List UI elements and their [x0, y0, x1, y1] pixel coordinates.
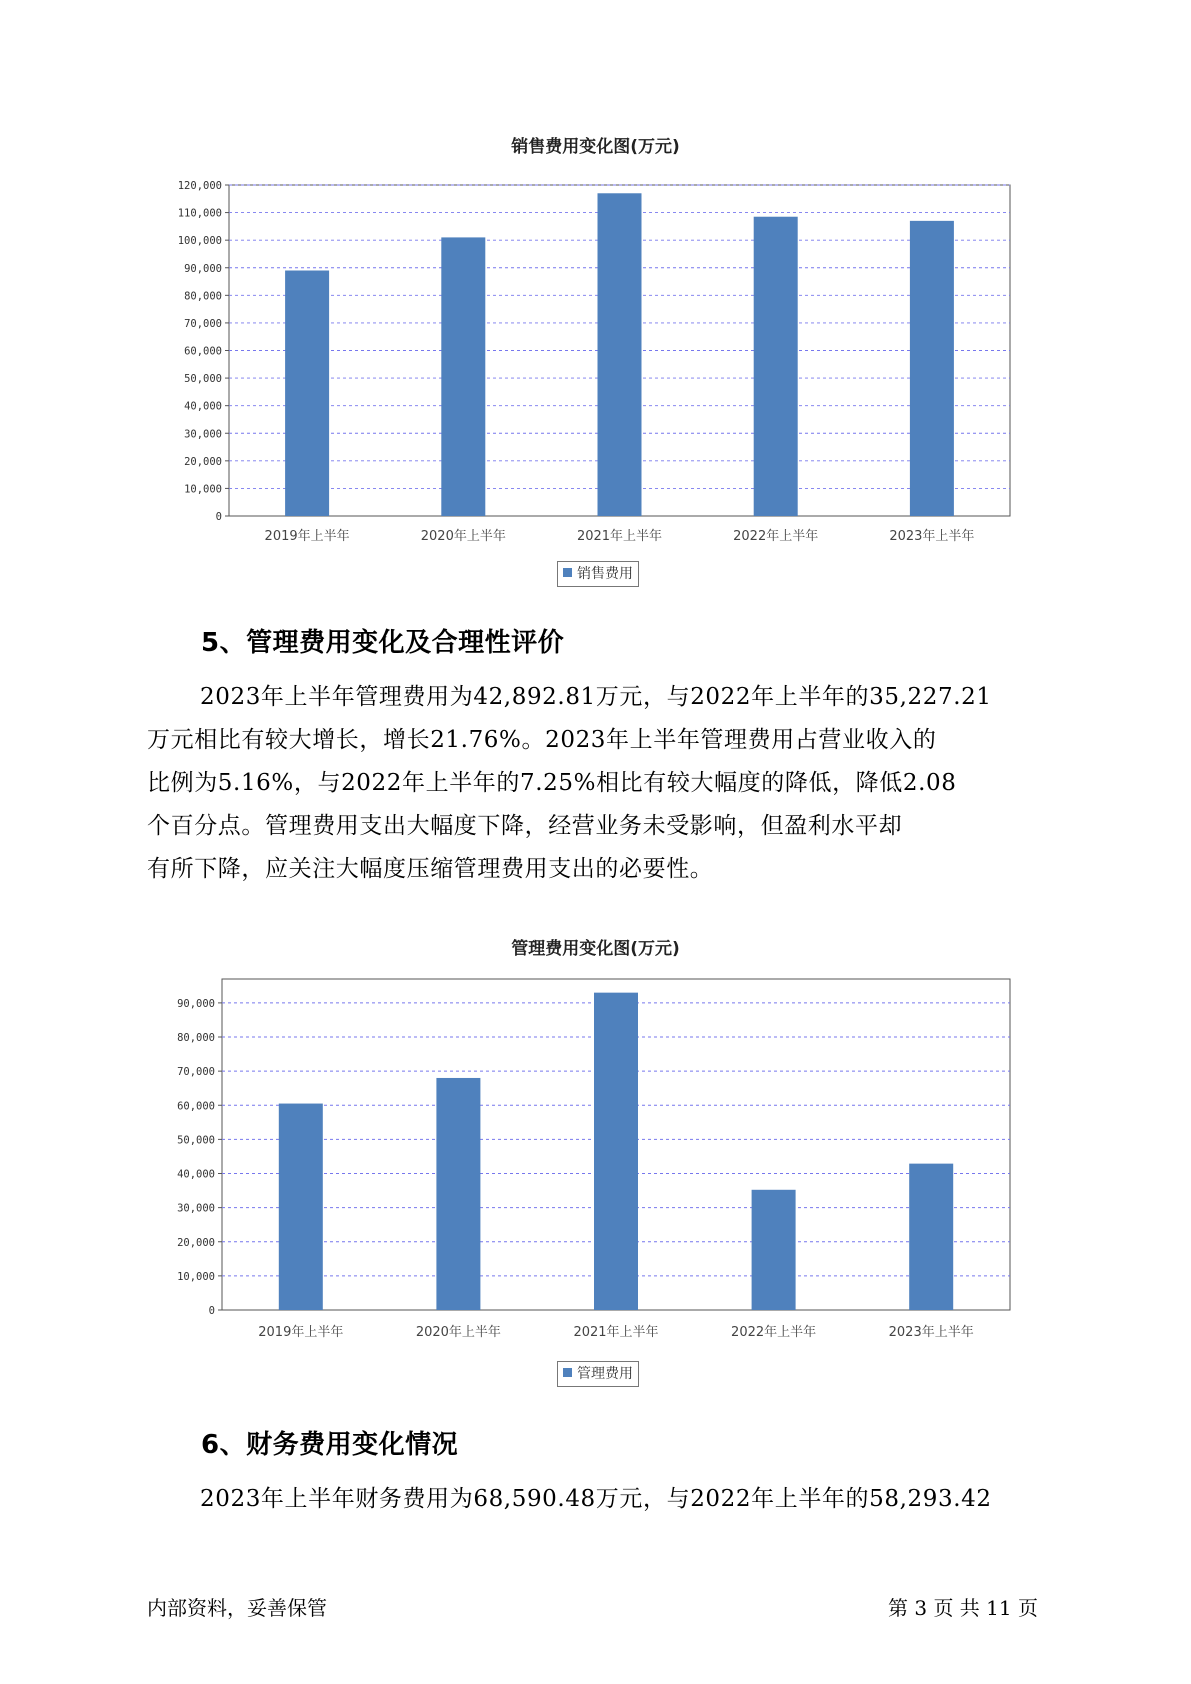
- paragraph-line: 2023年上半年财务费用为68,590.48万元，与2022年上半年的58,293.42: [200, 1486, 992, 1512]
- x-tick-label: 2021年上半年: [573, 1325, 659, 1340]
- x-tick-label: 2022年上半年: [731, 1325, 817, 1340]
- y-tick-label: 50,000: [184, 373, 222, 386]
- paragraph-line: 比例为5.16%，与2022年上半年的7.25%相比有较大幅度的降低，降低2.08: [147, 770, 957, 796]
- bar: [279, 1104, 323, 1310]
- y-tick-label: 80,000: [177, 1032, 215, 1045]
- x-tick-label: 2019年上半年: [264, 529, 350, 544]
- y-tick-label: 110,000: [177, 207, 222, 220]
- chart-legend: [557, 1361, 639, 1387]
- bar: [594, 993, 638, 1310]
- section-heading: 6、财务费用变化情况: [201, 1430, 459, 1460]
- y-tick-label: 70,000: [184, 317, 222, 330]
- x-tick-label: 2023年上半年: [889, 529, 975, 544]
- x-tick-label: 2020年上半年: [420, 529, 506, 544]
- footer-left: 内部资料，妥善保管: [147, 1596, 327, 1620]
- footer-page-number: 第 3 页 共 11 页: [888, 1596, 1038, 1620]
- y-tick-label: 0: [208, 1305, 215, 1317]
- y-tick-label: 50,000: [177, 1134, 215, 1147]
- y-tick-label: 70,000: [177, 1066, 215, 1079]
- paragraph-line: 有所下降，应关注大幅度压缩管理费用支出的必要性。: [147, 856, 714, 882]
- legend-label: 销售费用: [577, 566, 633, 582]
- y-tick-label: 30,000: [177, 1202, 215, 1215]
- legend-label: 管理费用: [577, 1366, 633, 1382]
- paragraph-line: 个百分点。管理费用支出大幅度下降，经营业务未受影响，但盈利水平却: [147, 813, 903, 839]
- paragraph-line: 2023年上半年管理费用为42,892.81万元，与2022年上半年的35,227.21: [200, 684, 992, 710]
- x-tick-label: 2021年上半年: [576, 529, 663, 544]
- y-tick-label: 40,000: [184, 400, 222, 413]
- x-tick-label: 2020年上半年: [415, 1325, 501, 1340]
- x-tick-label: 2023年上半年: [888, 1325, 974, 1340]
- y-tick-label: 10,000: [184, 483, 222, 496]
- y-tick-label: 90,000: [177, 997, 215, 1010]
- section-heading: 5、管理费用变化及合理性评价: [201, 628, 565, 658]
- bar: [436, 1078, 480, 1310]
- y-tick-label: 100,000: [177, 235, 222, 248]
- x-tick-label: 2022年上半年: [733, 529, 819, 544]
- chart-title: 销售费用变化图(万元): [511, 137, 680, 157]
- y-tick-label: 20,000: [177, 1236, 215, 1249]
- y-tick-label: 60,000: [184, 345, 222, 358]
- x-tick-label: 2019年上半年: [258, 1325, 344, 1340]
- y-tick-label: 10,000: [177, 1270, 215, 1283]
- y-tick-label: 120,000: [177, 180, 222, 192]
- bar: [909, 1164, 953, 1310]
- y-tick-label: 80,000: [184, 290, 222, 303]
- chart-title: 管理费用变化图(万元): [511, 939, 680, 959]
- bar: [752, 1190, 796, 1310]
- paragraph-line: 万元相比有较大增长，增长21.76%。2023年上半年管理费用占营业收入的: [147, 727, 937, 753]
- y-tick-label: 0: [215, 511, 222, 523]
- y-tick-label: 30,000: [184, 428, 222, 441]
- y-tick-label: 60,000: [177, 1100, 215, 1113]
- y-tick-label: 90,000: [184, 262, 222, 275]
- section-paragraph: [147, 1478, 1077, 1521]
- legend-swatch: [563, 1368, 572, 1377]
- y-tick-label: 40,000: [177, 1168, 215, 1181]
- y-tick-label: 20,000: [184, 455, 222, 468]
